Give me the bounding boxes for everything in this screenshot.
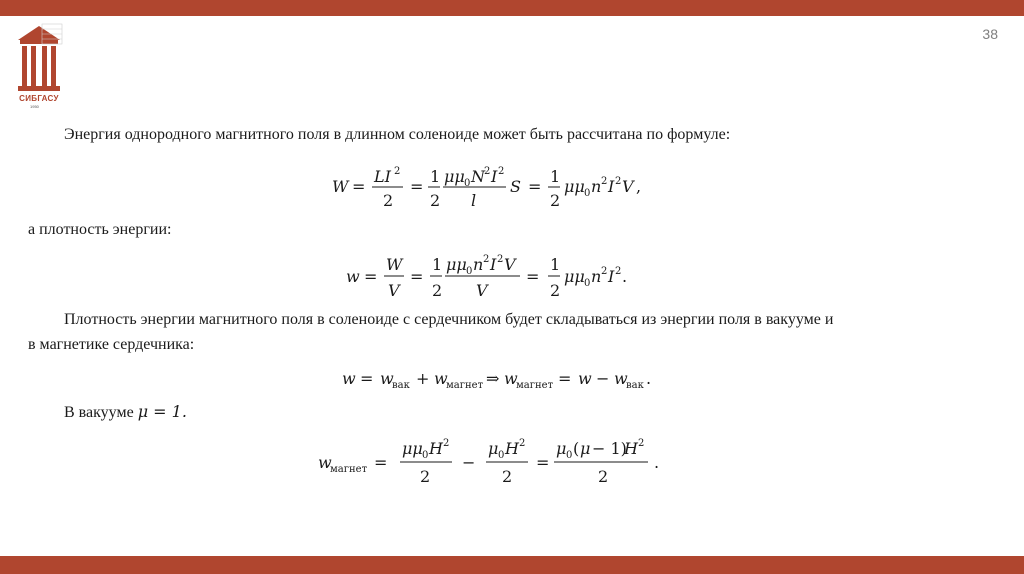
logo-name: СИБГАСУ xyxy=(19,94,59,103)
math-symbol: V xyxy=(622,177,634,196)
math-symbol: W xyxy=(386,255,403,274)
math-symbol: V xyxy=(388,281,400,300)
math-symbol: 0 xyxy=(566,450,573,461)
math-symbol: 0 xyxy=(584,188,591,199)
math-symbol: 2 xyxy=(615,176,622,187)
bottom-accent-bar xyxy=(0,556,1024,574)
math-symbol: n xyxy=(591,267,602,286)
math-symbol: = xyxy=(352,177,366,196)
math-symbol: μμ xyxy=(444,167,465,186)
subscript-vac: вак xyxy=(392,380,410,391)
math-symbol: μμ xyxy=(564,177,585,196)
math-symbol: 2 xyxy=(483,254,490,265)
paragraph-core-line1: Плотность энергии магнитного поля в соленоиде с сердечником будет складываться из энергии поля в вакууме и xyxy=(64,311,834,328)
math-symbol: V xyxy=(476,281,488,300)
math-symbol: 2 xyxy=(502,467,513,486)
math-symbol: 2 xyxy=(394,166,401,177)
math-symbol: w xyxy=(342,369,356,388)
math-symbol: W xyxy=(332,177,349,196)
math-symbol: 2 xyxy=(498,166,505,177)
subscript-vac: вак xyxy=(626,380,644,391)
math-symbol: 2 xyxy=(550,191,561,210)
math-symbol: 2 xyxy=(432,281,443,300)
math-symbol: − 1) xyxy=(592,439,627,458)
math-symbol: μμ xyxy=(402,439,423,458)
math-symbol: 2 xyxy=(497,254,504,265)
subscript-magnet: магнет xyxy=(446,380,484,391)
math-symbol: w xyxy=(380,369,394,388)
math-symbol: 2 xyxy=(443,438,450,449)
formula-energy-density-w xyxy=(344,250,654,304)
math-symbol: = xyxy=(374,453,388,472)
math-symbol: w xyxy=(614,369,628,388)
math-symbol: 0 xyxy=(422,450,429,461)
math-symbol: w xyxy=(504,369,518,388)
math-symbol: 0 xyxy=(464,178,471,189)
paragraph-density-intro: а плотность энергии: xyxy=(28,221,172,238)
logo-year: 1950 xyxy=(30,104,39,109)
math-symbol: w xyxy=(578,369,592,388)
subscript-magnet: магнет xyxy=(330,464,368,475)
math-symbol: 2 xyxy=(601,176,608,187)
vacuum-mu-value: μ = 1. xyxy=(137,402,187,421)
math-symbol: 2 xyxy=(615,266,622,277)
math-symbol: H xyxy=(505,439,519,458)
math-symbol: l xyxy=(471,191,477,210)
math-symbol: H xyxy=(624,439,638,458)
math-symbol: 0 xyxy=(584,278,591,289)
page-number: 38 xyxy=(982,26,998,42)
math-symbol: μμ xyxy=(564,267,585,286)
math-symbol: I xyxy=(608,267,615,286)
math-symbol: . xyxy=(622,267,628,286)
math-symbol: w xyxy=(318,453,332,472)
math-symbol: − xyxy=(596,369,610,388)
math-symbol: . xyxy=(654,453,660,472)
math-symbol: = xyxy=(410,177,424,196)
math-symbol: = xyxy=(360,369,374,388)
math-symbol: 2 xyxy=(638,438,645,449)
math-symbol: = xyxy=(364,267,378,286)
math-symbol: μμ xyxy=(446,255,467,274)
math-symbol: 2 xyxy=(383,191,394,210)
math-symbol: V xyxy=(504,255,516,274)
math-symbol: 1 xyxy=(430,167,441,186)
math-symbol: . xyxy=(646,369,652,388)
vacuum-text: В вакууме xyxy=(64,404,134,421)
math-symbol: ⇒ xyxy=(486,369,500,388)
math-symbol: 2 xyxy=(484,166,491,177)
math-symbol: H xyxy=(429,439,443,458)
math-symbol: − xyxy=(462,453,476,472)
math-symbol: 1 xyxy=(550,255,561,274)
math-symbol: ( xyxy=(573,439,580,458)
math-symbol: = xyxy=(536,453,550,472)
math-symbol: 0 xyxy=(498,450,505,461)
math-symbol: 1 xyxy=(432,255,443,274)
math-symbol: 2 xyxy=(550,281,561,300)
math-symbol: 0 xyxy=(466,266,473,277)
math-symbol: , xyxy=(636,177,642,196)
formula-density-sum xyxy=(340,366,710,396)
paragraph-energy-intro: Энергия однородного магнитного поля в длинном соленоиде может быть рассчитана по формуле: xyxy=(64,126,731,143)
math-symbol: S xyxy=(510,177,521,196)
math-symbol: n xyxy=(473,255,484,274)
formula-energy-W xyxy=(330,160,670,214)
math-symbol: 1 xyxy=(550,167,561,186)
math-symbol: 2 xyxy=(420,467,431,486)
math-symbol: μ xyxy=(556,439,567,458)
math-symbol: = xyxy=(526,267,540,286)
math-symbol: N xyxy=(471,167,485,186)
math-symbol: 2 xyxy=(601,266,608,277)
paragraph-vacuum xyxy=(64,402,187,422)
math-symbol: = xyxy=(410,267,424,286)
math-symbol: 2 xyxy=(430,191,441,210)
math-symbol: I xyxy=(491,167,498,186)
math-symbol: I xyxy=(608,177,615,196)
top-accent-bar xyxy=(0,0,1024,16)
math-symbol: w xyxy=(346,267,360,286)
math-symbol: + xyxy=(416,369,430,388)
math-symbol: w xyxy=(434,369,448,388)
formula-magnet-density xyxy=(316,432,696,490)
paragraph-core-line2: в магнетике сердечника: xyxy=(28,336,195,353)
math-symbol: = xyxy=(558,369,572,388)
subscript-magnet: магнет xyxy=(516,380,554,391)
math-symbol: n xyxy=(591,177,602,196)
math-symbol: I xyxy=(490,255,497,274)
math-symbol: 2 xyxy=(519,438,526,449)
math-symbol: μ xyxy=(580,439,591,458)
math-symbol: = xyxy=(528,177,542,196)
math-symbol: μ xyxy=(488,439,499,458)
math-symbol: 2 xyxy=(598,467,609,486)
math-symbol: LI xyxy=(374,167,391,186)
